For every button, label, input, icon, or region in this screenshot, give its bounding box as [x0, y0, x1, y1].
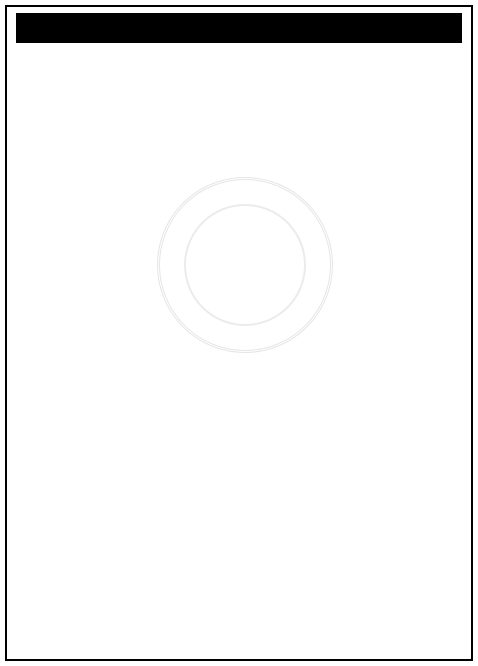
- notice-item-2: [16, 91, 462, 104]
- notice-item-12: [16, 231, 462, 244]
- signature-block: [25, 609, 195, 643]
- notice-item-7: [16, 161, 462, 174]
- notice-footer: [7, 569, 471, 649]
- publication-date-1: [309, 609, 459, 626]
- notice-item-13: [16, 245, 462, 258]
- signer-title: [25, 626, 195, 643]
- notice-item-10: [16, 203, 462, 216]
- notice-body: [16, 63, 462, 272]
- notice-item-11: [16, 217, 462, 230]
- notice-item-6: [16, 147, 462, 160]
- intro-paragraph: [16, 63, 462, 76]
- notice-item-5: [16, 133, 462, 146]
- notice-item-1: [16, 77, 462, 90]
- notice-item-14: [16, 259, 462, 272]
- signer-name: [25, 609, 195, 626]
- notice-item-8: [16, 175, 462, 188]
- notice-item-4: [16, 119, 462, 132]
- notice-item-9: [16, 189, 462, 202]
- edition-label: [16, 47, 448, 59]
- notice-frame: [5, 5, 473, 661]
- notice-title: [16, 13, 462, 43]
- publication-date-2: [309, 626, 459, 643]
- publication-dates: [309, 609, 459, 643]
- notice-item-3: [16, 105, 462, 118]
